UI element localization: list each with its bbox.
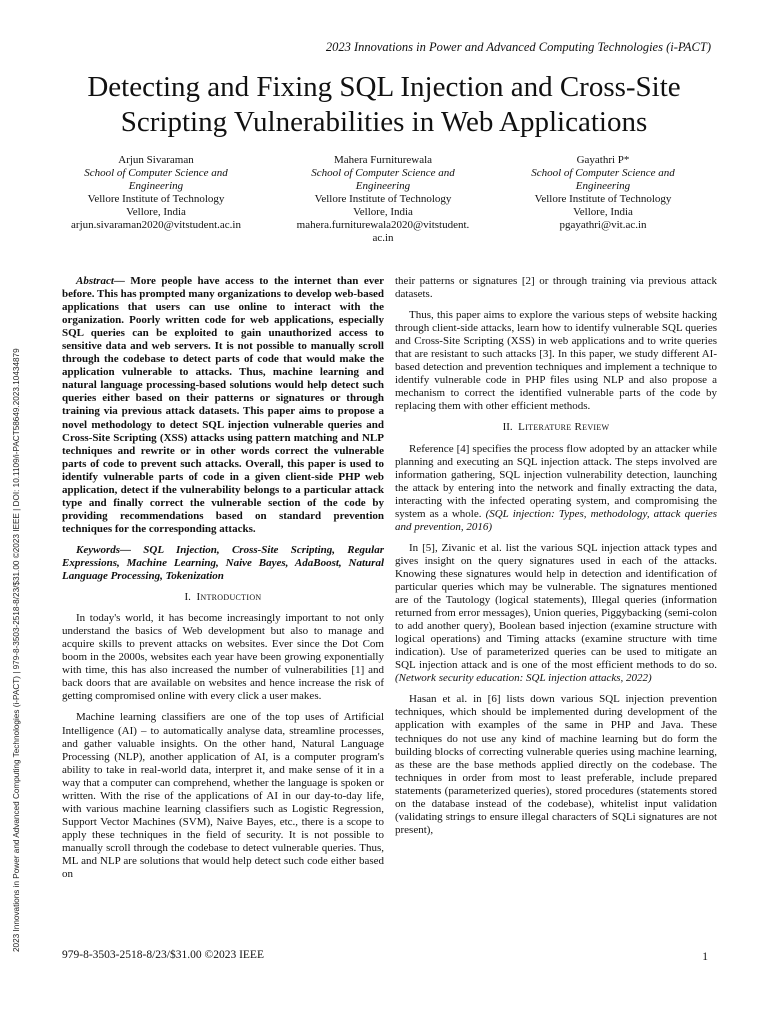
title-line-2: Scripting Vulnerabilities in Web Applications (120, 106, 648, 138)
title-line-1: Detecting and Fixing SQL Injection and Cross-Site (87, 71, 681, 103)
author-name: Mahera Furniturewala (333, 154, 433, 166)
citation: (Network security education: SQL injection attacks, 2022) (395, 672, 652, 685)
doi-sidebar-text: 2023 Innovations in Power and Advanced Computing Technologies (i-PACT) | 979-8-3503-2518-8/23/$31.00 ©2023 IEEE | DOI: 10.1109/i-PACT58649.2023.10434879 (12, 348, 21, 952)
author-name: Gayathri P* (576, 154, 630, 166)
keywords: Keywords— SQL Injection, Cross-Site Scripting, Regular Expressions, Machine Learning, Naive Bayes, AdaBoost, Natural Language Processing, Tokenization (62, 543, 384, 583)
author-affiliation: School of Computer Science and (84, 167, 228, 179)
author-affiliation: School of Computer Science and (531, 167, 675, 179)
paragraph (395, 542, 717, 686)
section-number: II. (502, 421, 513, 434)
abstract-text: More people have access to the internet than ever before. This has prompted many organizations to develop web-based applications that users can use online to interact with the organization. Poorly written code for web applications, especially SQL queries can be exploited to gain unauthorized access to sensitive data and web servers. It is not possible to manually scroll through the codebase to detect parts of code that would make the application vulnerable to attacks. Thus, machine learning and natural language processing-based solutions would help detect such queries either based on their patterns or signatures or through training via previous attack datasets. This paper aims to propose a novel methodology to detect SQL injection vulnerable queries and Cross-Site Scripting (XSS) attacks using pattern matching and NLP techniques and rewrite or in other words correct the vulnerable parts of code to prevent such attacks. Overall, this paper is used to identify vulnerable parts of code in a given client-side PHP web application, detect if the vulnerability belongs to a particular attack type and finally correct the vulnerable section of the code by providing recommendations based on standard prevention techniques for the corresponding attacks. (62, 275, 384, 535)
paragraph: Hasan et al. in [6] lists down various SQL injection prevention techniques, which should be implemented during development of the application with examples of the same in PHP and Java. These techniques do not use any kind of machine learning but do form the building blocks of correcting vulnerable queries using machine learning, as these are the base methods applied directly on the codebase. The techniques in order from most to least preferable, include prepared statements (parameterized queries), stored procedures (statements stored on the database instead of the codebase), whitelist input validation (validating strings to ensure illegal characters of SQLi signatures are not present), (395, 693, 717, 836)
author-3 (498, 154, 708, 232)
citation: (SQL injection: Types, methodology, attack queries and prevention, 2016) (395, 507, 718, 533)
author-email: pgayathri@vit.ac.in (559, 219, 647, 231)
author-name: Arjun Sivaraman (118, 154, 194, 166)
author-affiliation: Engineering (128, 180, 184, 192)
author-institution: Vellore Institute of Technology (87, 193, 225, 205)
abstract (62, 275, 384, 536)
author-location: Vellore, India (573, 206, 633, 218)
paragraph: In today's world, it has become increasingly important to not only understand the basics of Web development but also to manage and acquire skills to prevent attacks on websites. Ever since the Dot Com boom in the 2000s, websites each year have been growing exponentially with time, this has also increased the number of vulnerabilities [1] and back doors that are available on websites and hence increase the risk of getting compromised online with every click a user makes. (62, 612, 384, 703)
abstract-lead: Abstract— (76, 275, 125, 287)
author-institution: Vellore Institute of Technology (314, 193, 452, 205)
author-institution: Vellore Institute of Technology (534, 193, 672, 205)
author-1 (51, 154, 261, 232)
author-affiliation: Engineering (355, 180, 411, 192)
section-title: Introduction (196, 591, 262, 604)
author-affiliation: Engineering (575, 180, 631, 192)
section-number: I. (184, 591, 191, 604)
section-heading-introduction (62, 591, 384, 604)
author-affiliation: School of Computer Science and (311, 167, 455, 179)
paragraph: their patterns or signatures [2] or through training via previous attack datasets. (395, 275, 717, 301)
paragraph-text: In [5], Zivanic et al. list the various SQL injection attack types and gives insight on the query signatures used in each of the attacks. Knowing these signatures would help in detection and identification of particular queries which may be vulnerable. The signatures mentioned are of the Tautology (logical statements), Illegal queries (information returned from error messages), Union queries, Piggybacking (semi-colon to add another query), Boolean based injection (examine structure with logical operations) and Timing attacks (examine structure with time indication). Use of parameterized queries can be used to mitigate an SQL injection attack and is one of the most efficient methods to do so. (395, 541, 717, 672)
section-title: Literature Review (518, 421, 610, 434)
paragraph (395, 443, 717, 534)
right-column (395, 275, 717, 845)
author-location: Vellore, India (353, 206, 413, 218)
page-number: 1 (702, 951, 708, 963)
footer-copyright: 979-8-3503-2518-8/23/$31.00 ©2023 IEEE (62, 949, 264, 961)
author-email: mahera.furniturewala2020@vitstudent. (296, 219, 470, 231)
paper-title (40, 70, 728, 140)
author-2 (278, 154, 488, 245)
author-email: arjun.sivaraman2020@vitstudent.ac.in (71, 219, 241, 231)
conference-header: 2023 Innovations in Power and Advanced Computing Technologies (i-PACT) (325, 40, 711, 54)
paragraph: Thus, this paper aims to explore the various steps of website hacking through client-side attacks, learn how to identify vulnerable SQL queries and Cross-Site Scripting (XSS) in web applications and to write queries that are resistant to such attacks [3]. In this paper, we study different AI-based detection and prevention techniques and implement a technique to identify vulnerable code in PHP files using NLP and also propose a mechanism to correct the identified vulnerable parts of the code by replacing them with other efficient methods. (395, 309, 717, 413)
left-column (62, 275, 384, 889)
paragraph-text: Reference [4] specifies the process flow adopted by an attacker while planning and executing an SQL injection attack. The steps involved are information gathering, SQL injection vulnerability detection, launching the attack by entering into the network and finally extracting the data, interacting with the infected operating system, and compromising the system as a whole. (395, 442, 717, 520)
author-email-cont: ac.in (372, 232, 394, 244)
doi-sidebar (12, 348, 21, 952)
author-location: Vellore, India (126, 206, 186, 218)
paragraph: Machine learning classifiers are one of the top uses of Artificial Intelligence (AI) – to automatically analyse data, streamline processes, and gather valuable insights. On the other hand, Natural Language Processing (NLP), another application of AI, is a computer program's ability to take in real-world data, interpret it, and make sense of it in a way that a computer can comprehend, whether the language is spoken or written. With the rise of the applications of AI in our day-to-day life, with various machine learning classifiers such as Logistic Regression, Support Vector Machines (SVM), Naive Bayes, etc., there is a scope to apply these techniques in the field of security. It is not possible to manually scroll through the codebase to detect vulnerable queries. Thus, ML and NLP are solutions that would help detect such code either based on (62, 711, 384, 881)
section-heading-literature-review (395, 421, 717, 434)
